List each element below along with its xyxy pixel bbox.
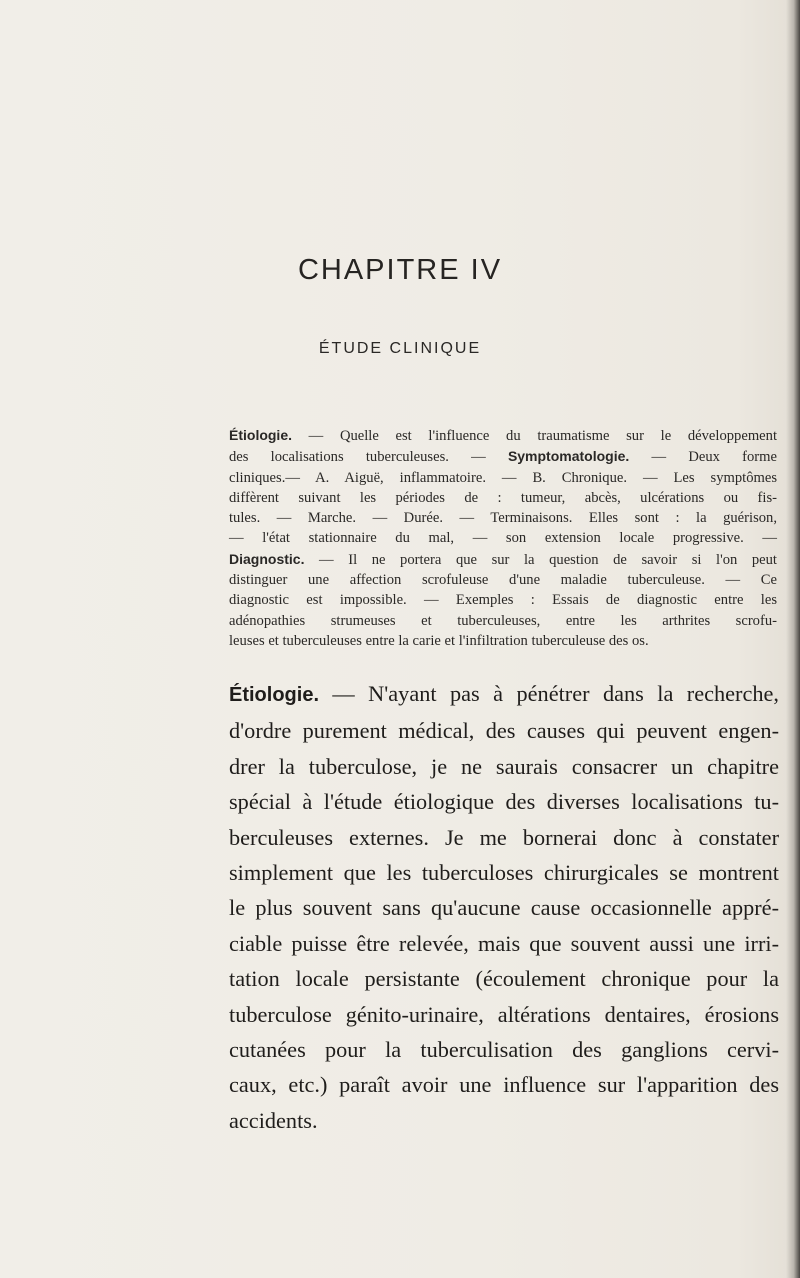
summary-line: adénopathies strumeuses et tuberculeuses, entre les arthrites scrofu- (229, 612, 777, 629)
body-line: accidents. (229, 1107, 318, 1133)
body-line: d'ordre purement médical, des causes qui peuvent engen- (229, 718, 779, 744)
summary-line: — l'état stationnaire du mal, — son extension locale progressive. — (229, 530, 777, 547)
chapter-title: CHAPITRE IV (297, 254, 503, 286)
body-line (229, 676, 779, 713)
summary-term-symptomatologie: Symptomatologie. (507, 448, 630, 465)
page-edge-shadow (786, 0, 800, 1278)
body-line: simplement que les tuberculoses chirurgicales se montrent (229, 860, 779, 886)
summary-line: diffèrent suivant les périodes de : tumeur, abcès, ulcérations ou fis- (229, 489, 777, 506)
summary-text: des localisations tuberculeuses. — (229, 449, 508, 466)
summary-line: leuses et tuberculeuses entre la carie et l'infiltration tuberculeuse des os. (229, 632, 649, 649)
summary-term-diagnostic: Diagnostic. (229, 550, 305, 567)
body-line: ciable puisse être relevée, mais que souvent aussi une irri- (229, 930, 779, 956)
summary-text: — Il ne portera que sur la question de savoir si l'on peut (304, 551, 777, 568)
body-line: drer la tuberculose, je ne saurais consacrer un chapitre (229, 753, 779, 779)
summary-line (229, 425, 777, 446)
body-line: tation locale persistante (écoulement chronique pour la (229, 966, 779, 992)
summary-line: distinguer une affection scrofuleuse d'une maladie tuberculeuse. — Ce (229, 572, 777, 589)
summary-term-etiologie: Étiologie. (229, 427, 292, 443)
body-paragraph (229, 676, 779, 1138)
body-line: cutanées pour la tuberculisation des ganglions cervi- (229, 1037, 779, 1063)
summary-line: cliniques.— A. Aiguë, inflammatoire. — B. Chronique. — Les symptômes (229, 469, 777, 486)
body-line: tuberculose génito-urinaire, altérations dentaires, érosions (229, 1001, 779, 1027)
body-line: spécial à l'étude étiologique des diverses localisations tu- (229, 789, 779, 815)
summary-line (229, 446, 777, 467)
summary-line: diagnostic est impossible. — Exemples : Essais de diagnostic entre les (229, 592, 777, 609)
body-term-etiologie: Étiologie. (229, 684, 319, 706)
summary-line (229, 549, 777, 570)
body-line: berculeuses externes. Je me bornerai donc à constater (229, 824, 779, 850)
summary-line: tules. — Marche. — Durée. — Terminaisons. Elles sont : la guérison, (229, 510, 777, 527)
body-line: le plus souvent sans qu'aucune cause occasionnelle appré- (229, 895, 779, 921)
section-title: ÉTUDE CLINIQUE (318, 340, 482, 357)
chapter-summary (229, 425, 777, 651)
summary-text: — Quelle est l'influence du traumatisme sur le développement (292, 428, 777, 444)
body-text: — N'ayant pas à pénétrer dans la recherche, (319, 681, 779, 706)
summary-text: — Deux forme (629, 449, 777, 466)
body-line: caux, etc.) paraît avoir une influence sur l'apparition des (229, 1072, 779, 1098)
